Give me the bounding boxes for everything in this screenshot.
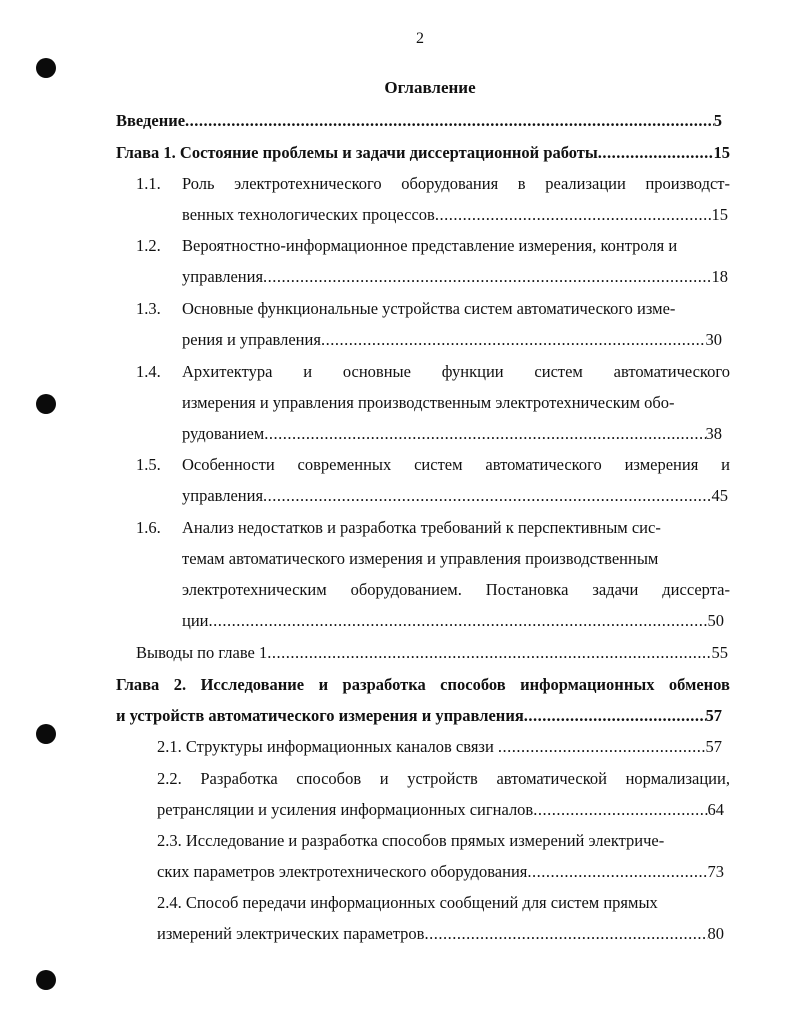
- toc-text: ретрансляции и усиления информационных сигналов: [157, 800, 534, 819]
- leader-dots: [263, 265, 711, 289]
- word: и: [379, 769, 389, 788]
- toc-page: 45: [711, 486, 728, 505]
- word: обменов: [668, 675, 730, 694]
- toc-text: измерений электрических параметров: [157, 924, 425, 943]
- leader-dots: [533, 798, 707, 822]
- toc-intro-page: 5: [713, 111, 722, 130]
- word: Исследование: [200, 675, 305, 694]
- toc-page: 30: [705, 330, 722, 349]
- word: Разработка: [200, 769, 278, 788]
- toc-section-1-1-line-2[interactable]: [182, 203, 728, 227]
- word: Архитектура: [182, 362, 273, 381]
- toc-conclusions-1[interactable]: [136, 641, 728, 665]
- section-number: 1.1.: [136, 174, 161, 193]
- leader-dots: [527, 860, 707, 884]
- word: электротехническим: [182, 580, 327, 599]
- word: 2.2.: [157, 769, 182, 788]
- section-number: 1.2.: [136, 236, 161, 255]
- toc-section-2-4-line-1[interactable]: 2.4. Способ передачи информационных сообщений для систем прямых: [157, 893, 658, 912]
- toc-text: Выводы по главе 1: [136, 643, 268, 662]
- punch-hole-3: [36, 724, 56, 744]
- word: Постановка: [485, 580, 569, 599]
- toc-page: 50: [707, 611, 724, 630]
- word: 2.: [173, 675, 187, 694]
- word: и: [721, 455, 730, 474]
- word: Особенности: [182, 455, 275, 474]
- toc-chapter-1-text: Глава 1. Состояние проблемы и задачи диссертационной работы: [116, 143, 598, 162]
- word: автоматического: [485, 455, 602, 474]
- toc-text: 2.1. Структуры информационных каналов связи: [157, 737, 498, 756]
- toc-text: ских параметров электротехнического оборудования: [157, 862, 528, 881]
- toc-section-2-1[interactable]: [157, 735, 722, 759]
- toc-page: 64: [707, 800, 724, 819]
- section-number: 1.3.: [136, 299, 161, 318]
- word: и: [303, 362, 313, 381]
- word: оборудованием.: [350, 580, 462, 599]
- word: нормализации,: [625, 769, 730, 788]
- punch-hole-4: [36, 970, 56, 990]
- toc-title: Оглавление: [384, 78, 476, 97]
- toc-page: 57: [705, 737, 722, 756]
- toc-page: 80: [707, 924, 724, 943]
- word: оборудования: [401, 174, 499, 193]
- toc-section-1-2-line-1[interactable]: Вероятностно-информационное представление измерения, контроля и: [182, 236, 678, 255]
- toc-section-1-4-line-2[interactable]: измерения и управления производственным электротехническим обо-: [182, 393, 675, 412]
- toc-section-2-3-line-1[interactable]: 2.3. Исследование и разработка способов прямых измерений электриче-: [157, 831, 665, 850]
- leader-dots: [524, 704, 706, 728]
- toc-section-1-1-line-1[interactable]: [182, 172, 730, 196]
- leader-dots: [435, 203, 712, 227]
- toc-section-1-4-line-1[interactable]: [182, 360, 730, 384]
- toc-page: 38: [705, 424, 722, 443]
- toc-section-1-6-line-1[interactable]: Анализ недостатков и разработка требований к перспективным сис-: [182, 518, 661, 537]
- word: и: [318, 675, 329, 694]
- word: задачи: [592, 580, 639, 599]
- word: производст-: [645, 174, 730, 193]
- toc-page: 55: [711, 643, 728, 662]
- toc-section-1-4-line-3[interactable]: [182, 422, 722, 446]
- page-number: 2: [416, 30, 424, 47]
- toc-section-2-3-line-2[interactable]: [157, 860, 724, 884]
- leader-dots: [424, 922, 707, 946]
- word: устройств: [407, 769, 478, 788]
- toc-page: 57: [705, 706, 722, 725]
- word: автоматической: [496, 769, 607, 788]
- section-number: 1.6.: [136, 518, 161, 537]
- toc-section-1-3-line-2[interactable]: [182, 328, 722, 352]
- leader-dots: [264, 422, 705, 446]
- section-number: 1.5.: [136, 455, 161, 474]
- toc-section-1-6-line-4[interactable]: [182, 609, 724, 633]
- word: в: [517, 174, 526, 193]
- toc-section-1-2-line-2[interactable]: [182, 265, 728, 289]
- toc-section-1-3-line-1[interactable]: Основные функциональные устройства систем автоматического изме-: [182, 299, 676, 318]
- toc-chapter-2-line-1[interactable]: [116, 673, 730, 697]
- toc-page: 18: [711, 267, 728, 286]
- word: разработка: [342, 675, 426, 694]
- word: основные: [342, 362, 411, 381]
- word: диссерта-: [662, 580, 730, 599]
- leader-dots: [321, 328, 706, 352]
- word: систем: [534, 362, 583, 381]
- toc-intro-text: Введение: [116, 111, 186, 130]
- toc-section-1-5-line-1[interactable]: [182, 453, 730, 477]
- word: способов: [440, 675, 506, 694]
- toc-section-2-2-line-1[interactable]: [157, 767, 730, 791]
- toc-section-2-2-line-2[interactable]: [157, 798, 724, 822]
- word: электротехнического: [234, 174, 382, 193]
- word: способов: [296, 769, 362, 788]
- toc-text: ции: [182, 611, 209, 630]
- toc-intro[interactable]: [116, 109, 722, 133]
- toc-chapter-2-line-2[interactable]: [116, 704, 722, 728]
- word: современных: [297, 455, 392, 474]
- toc-page: 73: [707, 862, 724, 881]
- toc-text: венных технологических процессов: [182, 205, 435, 224]
- word: автоматического: [613, 362, 730, 381]
- toc-text: управления: [182, 267, 264, 286]
- toc-text: рудованием: [182, 424, 265, 443]
- toc-section-1-6-line-2[interactable]: темам автоматического измерения и управления производственным: [182, 549, 659, 568]
- toc-text: и устройств автоматического измерения и управления: [116, 706, 524, 725]
- section-number: 1.4.: [136, 362, 161, 381]
- toc-chapter-1[interactable]: [116, 141, 730, 165]
- word: Глава: [116, 675, 160, 694]
- punch-hole-2: [36, 394, 56, 414]
- toc-section-1-5-line-2[interactable]: [182, 484, 728, 508]
- leader-dots: [598, 141, 714, 165]
- toc-section-1-6-line-3[interactable]: [182, 578, 730, 602]
- toc-section-2-4-line-2[interactable]: [157, 922, 724, 946]
- word: систем: [414, 455, 463, 474]
- word: Роль: [182, 174, 215, 193]
- leader-dots: [185, 109, 714, 133]
- punch-hole-1: [36, 58, 56, 78]
- toc-page: 15: [711, 205, 728, 224]
- leader-dots: [263, 484, 711, 508]
- word: реализации: [545, 174, 626, 193]
- word: информационных: [520, 675, 655, 694]
- leader-dots: [498, 735, 706, 759]
- leader-dots: [209, 609, 708, 633]
- toc-chapter-1-page: 15: [713, 143, 730, 162]
- toc-text: управления: [182, 486, 264, 505]
- leader-dots: [267, 641, 711, 665]
- word: функции: [441, 362, 504, 381]
- toc-text: рения и управления: [182, 330, 321, 349]
- word: измерения: [624, 455, 699, 474]
